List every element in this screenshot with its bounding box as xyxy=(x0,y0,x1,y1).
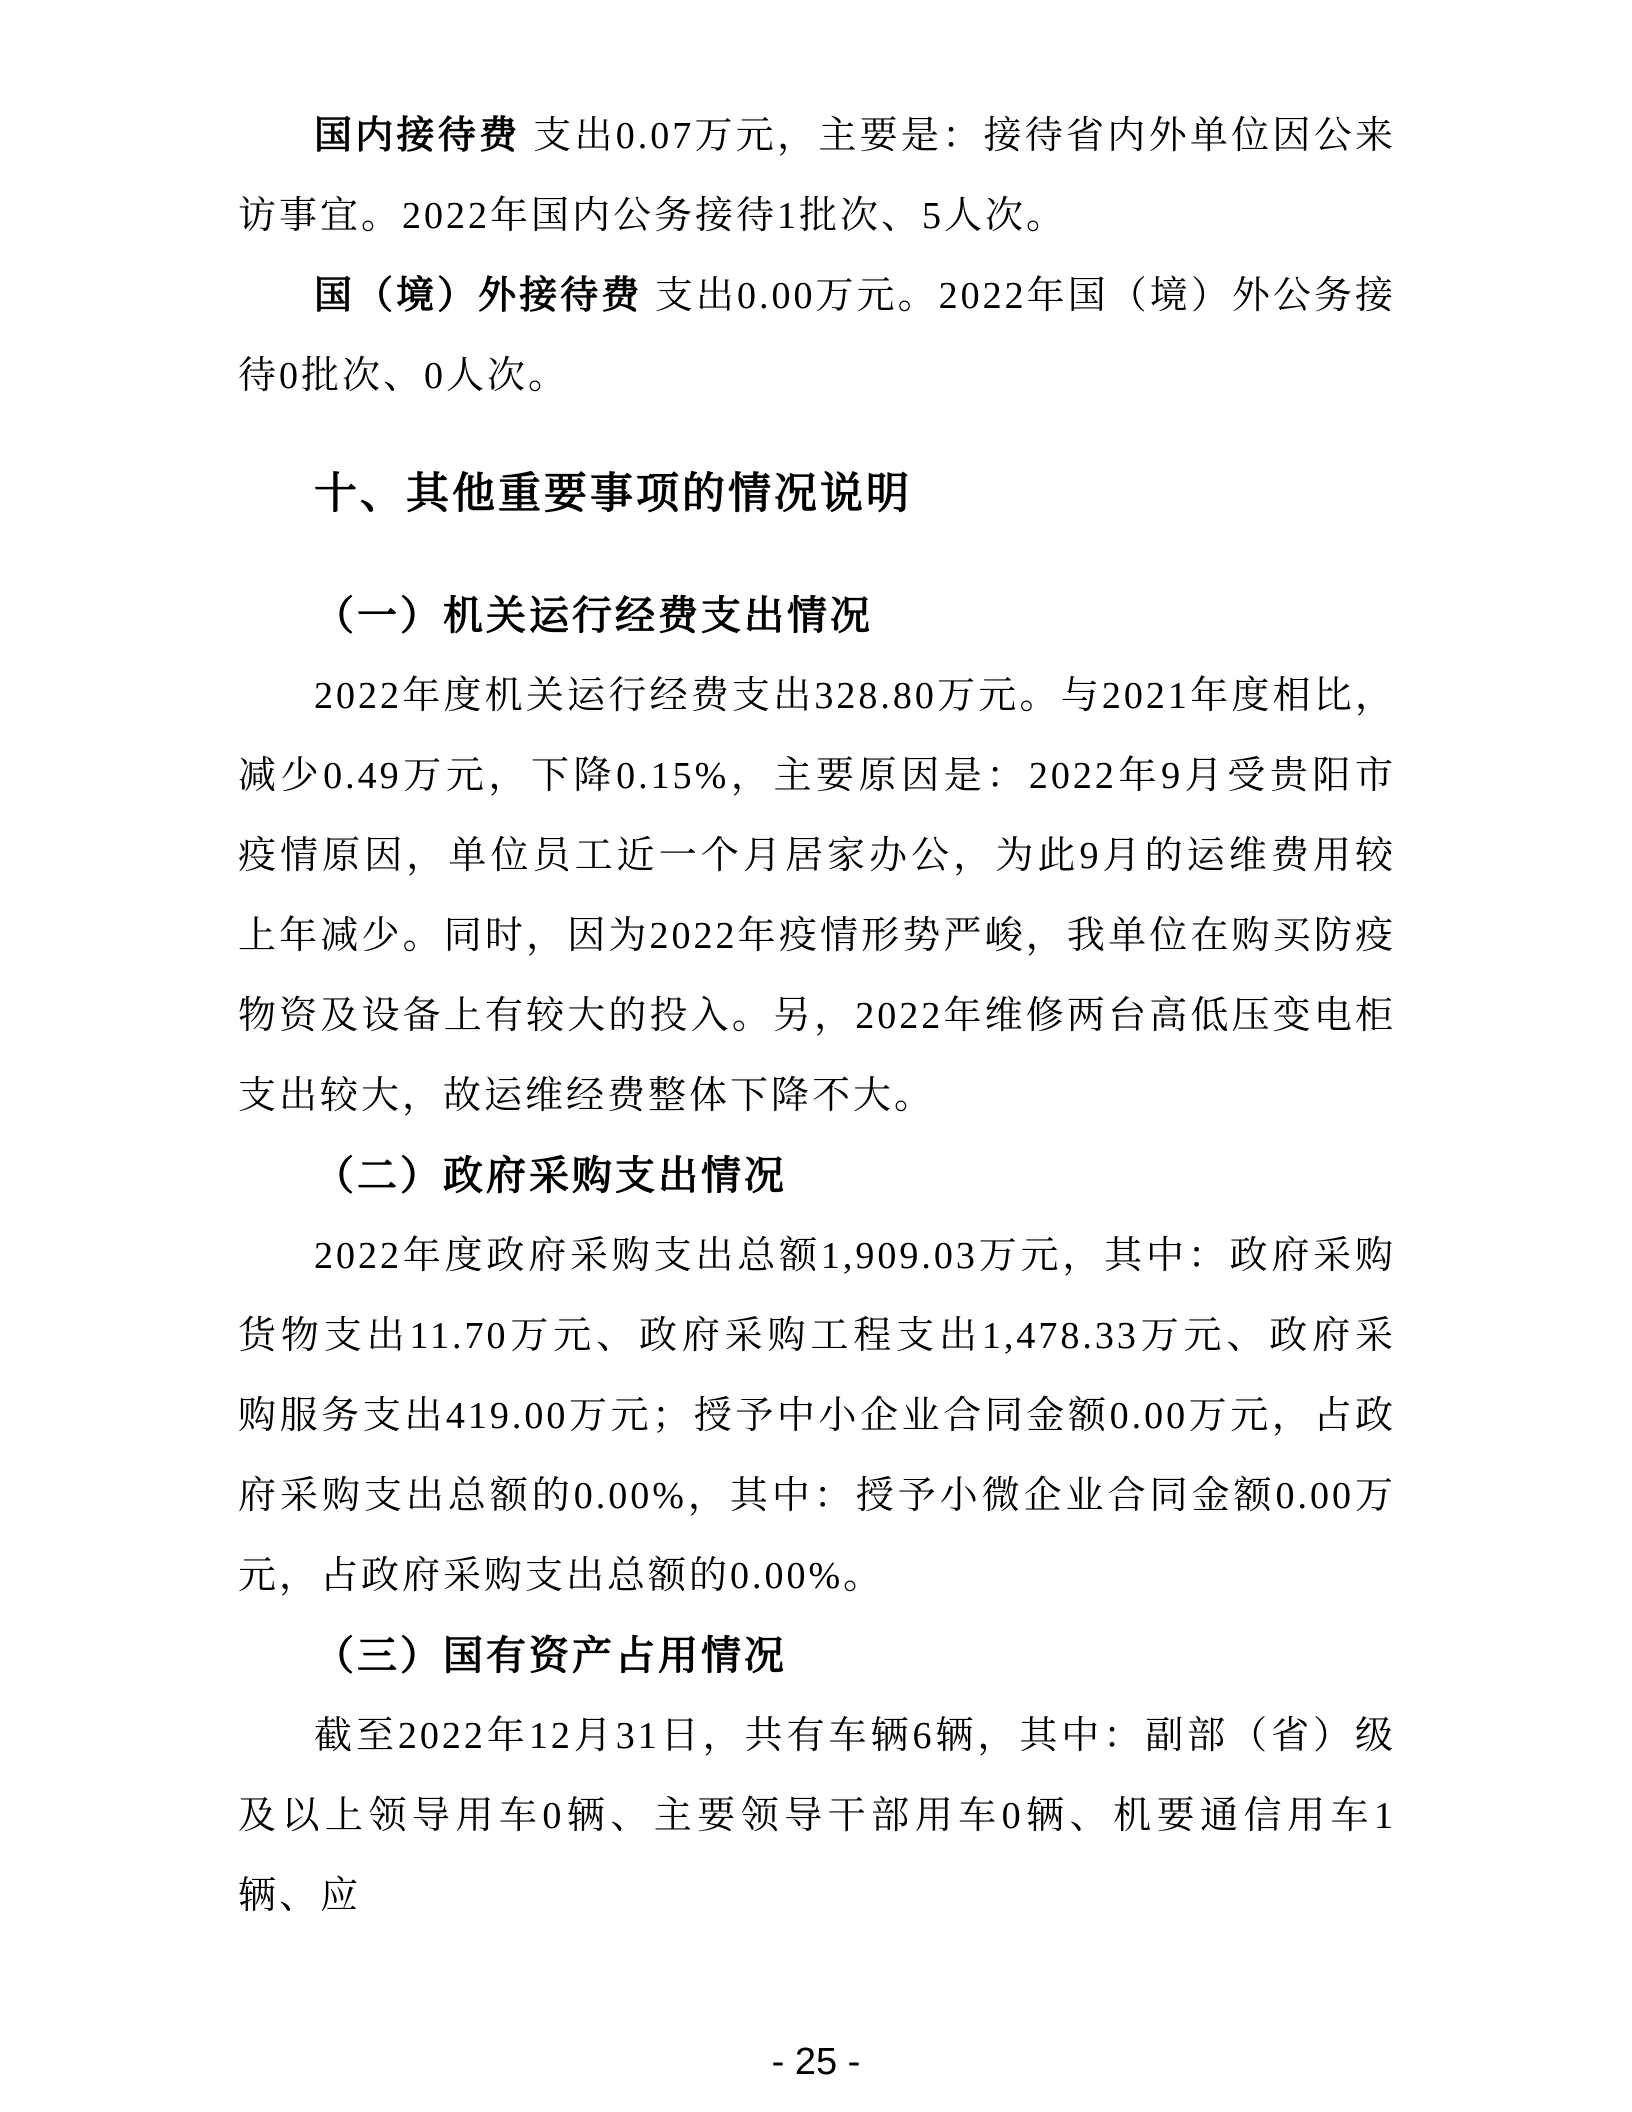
paragraph-foreign-reception-lead: 国（境）外接待费 xyxy=(314,275,643,317)
subsection-heading-state-assets: （三）国有资产占用情况 xyxy=(314,1633,787,1678)
paragraph-domestic-reception-lead: 国内接待费 xyxy=(314,115,521,157)
paragraph-foreign-reception-text: 支出0.00万元。2022年国（境）外公务接待0批次、0人次。 xyxy=(238,275,1396,397)
page-number: - 25 - xyxy=(771,2041,861,2083)
subsection-heading-procurement: （二）政府采购支出情况 xyxy=(314,1153,787,1198)
paragraph-state-assets: 截至2022年12月31日，共有车辆6辆，其中：副部（省）级及以上领导用车0辆、主要领导干部用车0辆、机要通信用车1辆、应 xyxy=(238,1715,1396,1917)
document-body xyxy=(238,96,1396,1936)
paragraph-domestic-reception xyxy=(238,96,1396,256)
paragraph-operating-expense: 2022年度机关运行经费支出328.80万元。与2021年度相比，减少0.49万元，下降0.15%，主要原因是：2022年9月受贵阳市疫情原因，单位员工近一个月居家办公，为此9月的运维费用较上年减少。同时，因为2022年疫情形势严峻，我单位在购买防疫物资及设备上有较大的投入。另，2022年维修两台高低压变电柜支出较大，故运维经费整体下降不大。 xyxy=(238,675,1396,1117)
paragraph-procurement: 2022年度政府采购支出总额1,909.03万元，其中：政府采购货物支出11.70万元、政府采购工程支出1,478.33万元、政府采购服务支出419.00万元；授予中小企业合同金额0.00万元，占政府采购支出总额的0.00%，其中：授予小微企业合同金额0.00万元，占政府采购支出总额的0.00%。 xyxy=(238,1235,1396,1597)
paragraph-foreign-reception xyxy=(238,256,1396,416)
subsection-heading-operating-expense: （一）机关运行经费支出情况 xyxy=(314,593,873,638)
paragraph-domestic-reception-text: 支出0.07万元，主要是：接待省内外单位因公来访事宜。2022年国内公务接待1批次、5人次。 xyxy=(238,115,1396,237)
section-heading-other-important-matters: 十、其他重要事项的情况说明 xyxy=(314,470,912,518)
